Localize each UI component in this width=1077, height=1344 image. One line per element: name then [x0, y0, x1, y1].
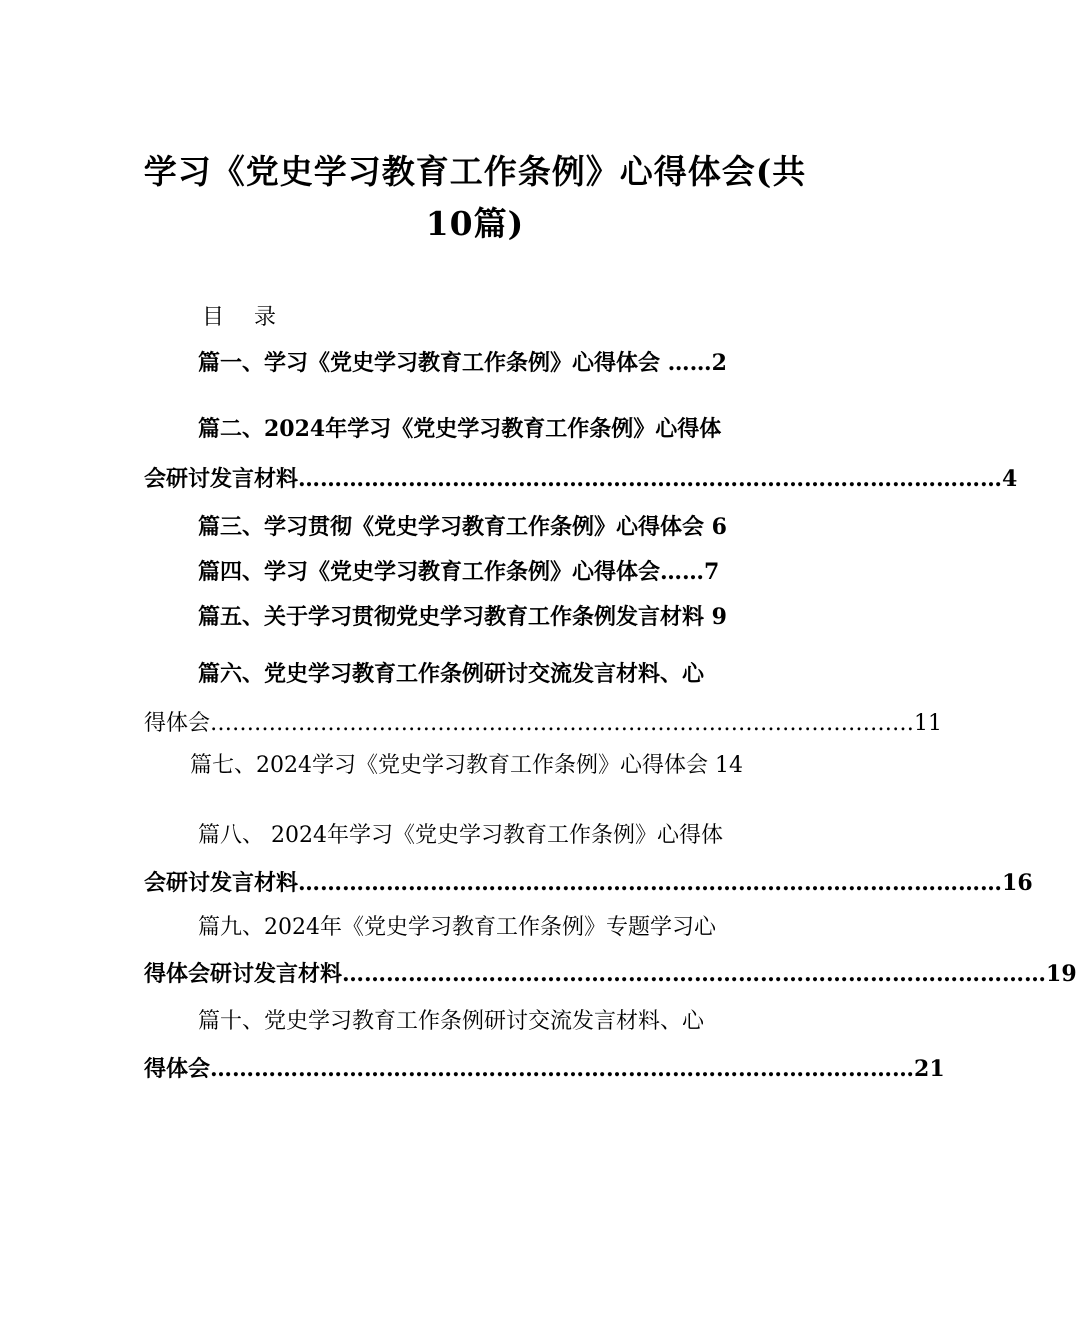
toc-entry-page-number: 4: [1002, 466, 1018, 492]
toc-entry-1: 篇一、学习《党史学习教育工作条例》心得体会 ……2: [198, 350, 727, 376]
toc-entry-label: 得体会: [144, 711, 211, 736]
toc-entry-6-line-2: [144, 706, 943, 737]
toc-entry-5: 篇五、关于学习贯彻党史学习教育工作条例发言材料 9: [198, 604, 727, 630]
leader-dots: ……………………………………………………………………………………: [210, 1056, 915, 1082]
toc-entry-8-line-2: [144, 866, 1033, 897]
toc-entry-10-line-2: [144, 1052, 945, 1083]
toc-entry-9-line-2: [144, 957, 1077, 988]
leader-dots: ……………………………………………………………………………………: [342, 961, 1047, 987]
toc-entry-7: 篇七、2024学习《党史学习教育工作条例》心得体会 14: [190, 753, 743, 778]
toc-heading-char-1: 目: [202, 305, 225, 330]
toc-entry-label: 会研讨发言材料: [144, 466, 299, 492]
document-title-line-1: 学习《党史学习教育工作条例》心得体会(共: [143, 152, 807, 191]
toc-entry-9-line-1: 篇九、2024年《党史学习教育工作条例》专题学习心: [198, 915, 716, 940]
toc-heading: [202, 300, 306, 331]
toc-entry-label: 得体会: [144, 1056, 211, 1082]
toc-entry-page-number: 19: [1046, 961, 1077, 987]
toc-entry-label: 会研讨发言材料: [144, 870, 299, 896]
leader-dots: ……………………………………………………………………………………: [298, 466, 1003, 492]
toc-entry-10-line-1: 篇十、党史学习教育工作条例研讨交流发言材料、心: [198, 1009, 705, 1034]
toc-entry-4: 篇四、学习《党史学习教育工作条例》心得体会……7: [198, 559, 720, 585]
toc-entry-page-number: 21: [914, 1056, 945, 1082]
leader-dots: ……………………………………………………………………………………: [210, 711, 915, 736]
toc-entry-page-number: 11: [914, 711, 943, 736]
toc-entry-8-line-1: 篇八、 2024年学习《党史学习教育工作条例》心得体: [198, 823, 723, 848]
leader-dots: ……………………………………………………………………………………: [298, 870, 1003, 896]
toc-entry-page-number: 16: [1002, 870, 1033, 896]
toc-entry-6-line-1: 篇六、党史学习教育工作条例研讨交流发言材料、心: [198, 661, 705, 687]
toc-entry-3: 篇三、学习贯彻《党史学习教育工作条例》心得体会 6: [198, 514, 727, 540]
toc-heading-char-2: 录: [254, 305, 277, 330]
toc-entry-label: 得体会研讨发言材料: [144, 961, 343, 987]
document-title-line-2: 10篇): [425, 204, 525, 243]
toc-entry-2-line-1: 篇二、2024年学习《党史学习教育工作条例》心得体: [198, 416, 722, 442]
toc-entry-2-line-2: [144, 462, 1018, 493]
